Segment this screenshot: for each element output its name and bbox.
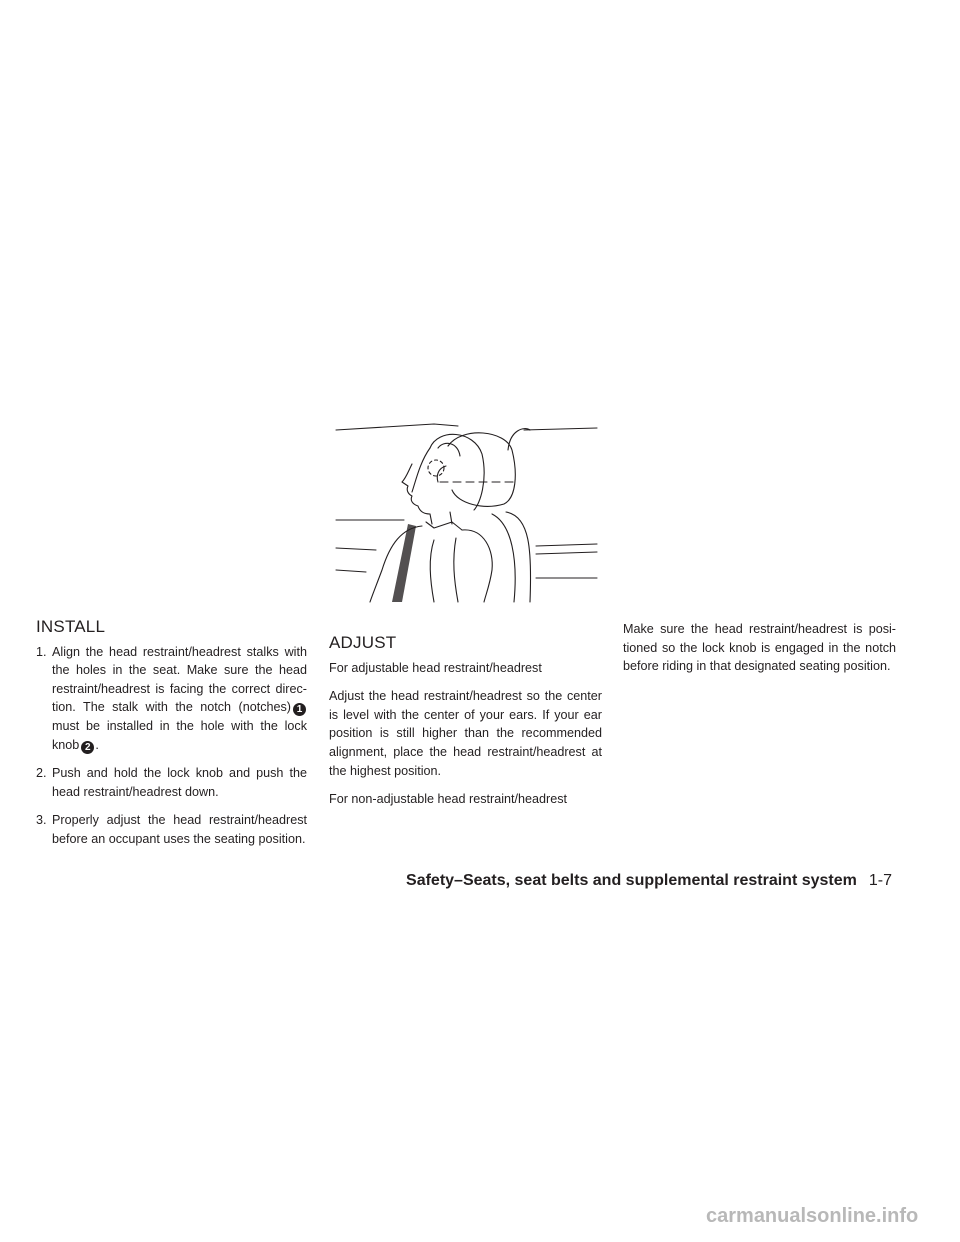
page-number: 1-7: [868, 872, 892, 889]
callout-2-icon: 2: [81, 741, 94, 754]
step-number: 3.: [36, 813, 47, 828]
step-text: Properly adjust the head restraint/headrest before an occupant uses the seating position.: [52, 813, 307, 846]
footer-section-title: Safety–Seats, seat belts and supplemental restraint system: [406, 872, 857, 889]
adjustable-paragraph: Adjust the head restraint/headrest so the center is level with the center of your ears. If your ear position is still higher than the recommended alignment, place the head restraint/headrest at the highest position.: [329, 689, 602, 778]
step-number: 1.: [36, 644, 47, 659]
install-step-3: [36, 811, 307, 848]
step-text: Push and hold the lock knob and push the head restraint/headrest down.: [52, 766, 307, 799]
install-steps: [36, 643, 307, 849]
step-text: must be installed in the hole with the lock knob: [52, 718, 307, 752]
install-heading: INSTALL: [36, 617, 106, 636]
step-text: .: [95, 737, 99, 752]
callout-1-icon: 1: [293, 703, 306, 716]
install-step-2: [36, 764, 307, 801]
adjust-section: [329, 634, 602, 819]
watermark: carmanualsonline.info: [706, 1205, 919, 1227]
install-step-1: [36, 643, 307, 755]
nonadjustable-subheading: For non-adjustable head restraint/headrest: [329, 792, 568, 807]
head-restraint-illustration: [334, 420, 599, 605]
lock-knob-paragraph: Make sure the head restraint/headrest is posi-tioned so the lock knob is engaged in the notch before riding in that designated seating position.: [623, 622, 896, 674]
install-section: [36, 618, 307, 859]
page-footer: [406, 872, 892, 890]
lock-knob-note: [623, 620, 896, 686]
adjust-heading: ADJUST: [329, 633, 397, 652]
step-number: 2.: [36, 766, 47, 781]
step-text: Align the head restraint/headrest stalks with the holes in the seat. Make sure the head restraint/headrest is facing the correct direc-tion. The stalk with the notch (notches): [52, 644, 307, 715]
adjustable-subheading: For adjustable head restraint/headrest: [329, 660, 542, 675]
